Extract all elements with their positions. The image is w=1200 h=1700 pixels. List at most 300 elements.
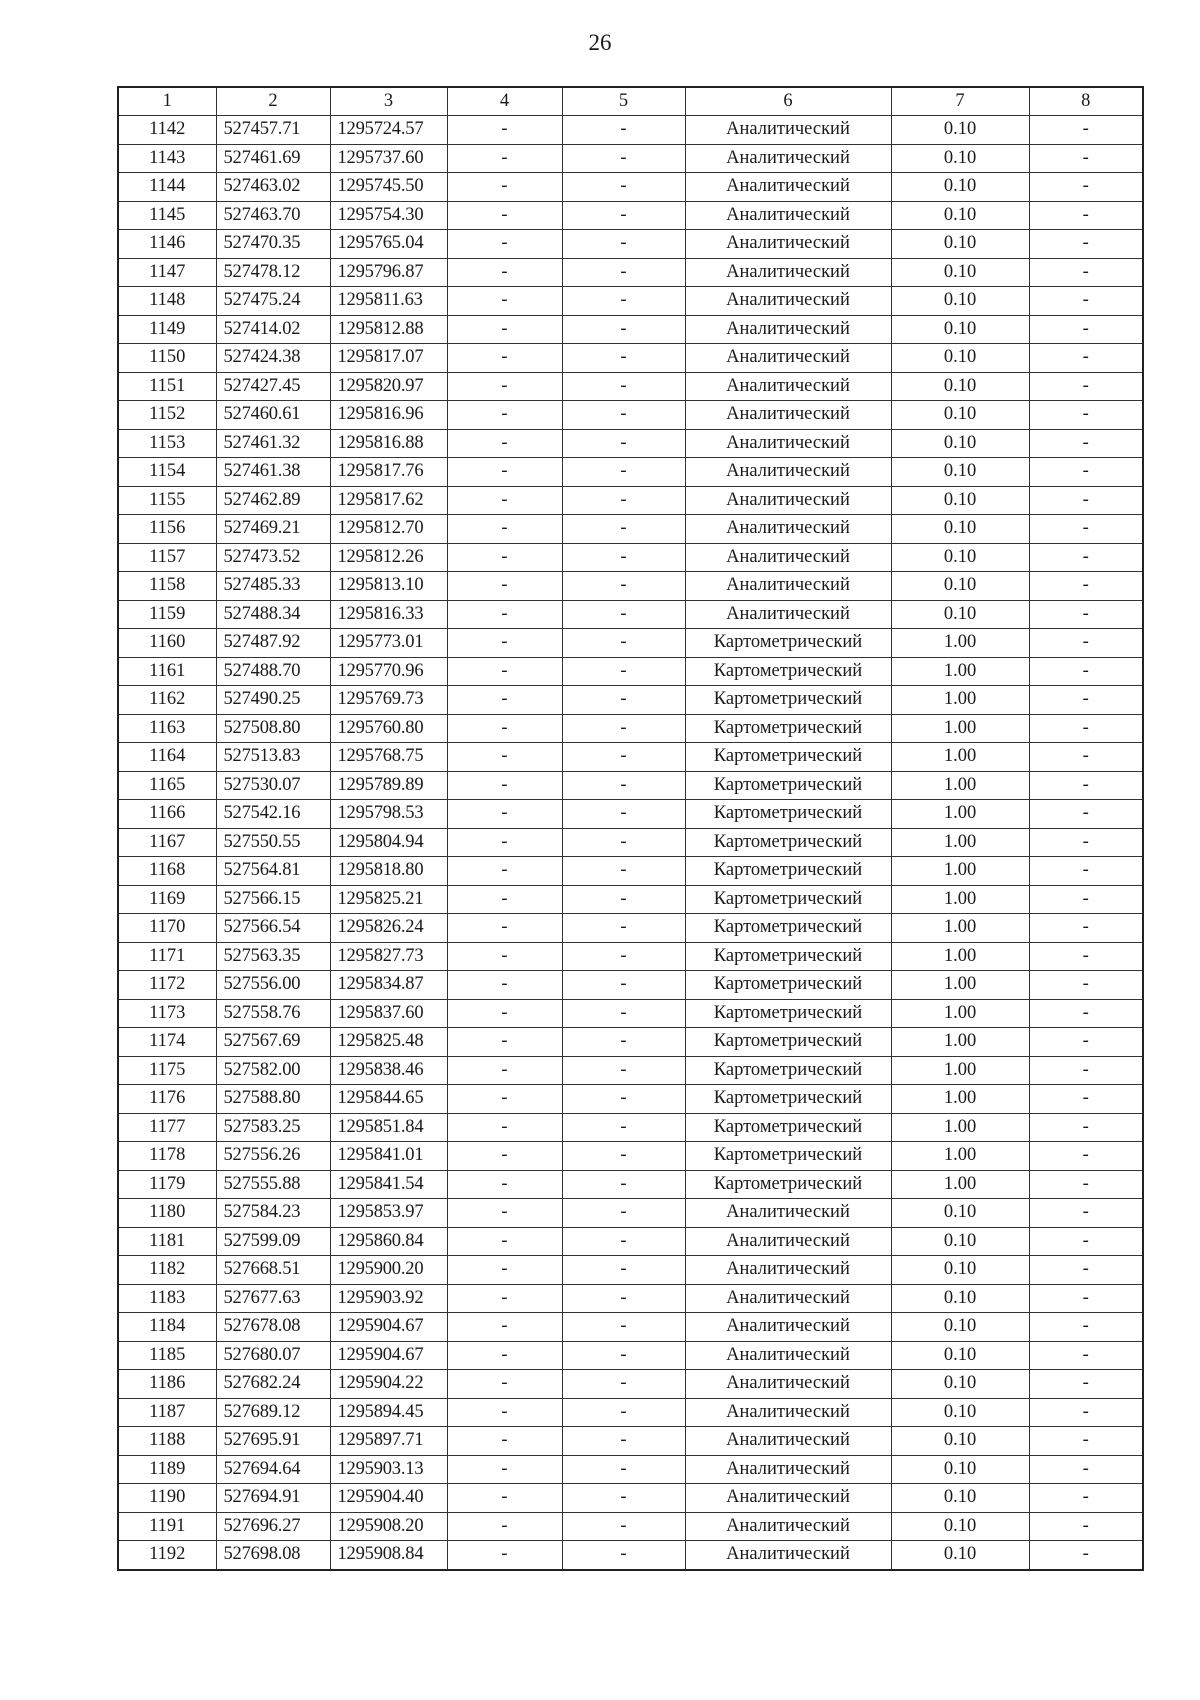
method-cell: Картометрический (685, 999, 891, 1028)
point-number-cell: 1187 (118, 1398, 216, 1427)
column-5-cell: - (562, 743, 685, 772)
column-4-cell: - (447, 144, 562, 173)
table-row (118, 144, 1143, 173)
accuracy-cell: 1.00 (891, 971, 1029, 1000)
x-coordinate-cell: 527475.24 (216, 287, 330, 316)
x-coordinate-cell: 527473.52 (216, 543, 330, 572)
column-4-cell: - (447, 315, 562, 344)
table-row (118, 1484, 1143, 1513)
method-cell: Картометрический (685, 828, 891, 857)
column-4-cell: - (447, 885, 562, 914)
column-5-cell: - (562, 1256, 685, 1285)
accuracy-cell: 0.10 (891, 372, 1029, 401)
y-coordinate-cell: 1295811.63 (330, 287, 447, 316)
y-coordinate-cell: 1295834.87 (330, 971, 447, 1000)
point-number-cell: 1159 (118, 600, 216, 629)
x-coordinate-cell: 527558.76 (216, 999, 330, 1028)
y-coordinate-cell: 1295853.97 (330, 1199, 447, 1228)
column-8-cell: - (1029, 1427, 1143, 1456)
x-coordinate-cell: 527508.80 (216, 714, 330, 743)
table-row (118, 771, 1143, 800)
y-coordinate-cell: 1295789.89 (330, 771, 447, 800)
accuracy-cell: 0.10 (891, 1370, 1029, 1399)
accuracy-cell: 1.00 (891, 1085, 1029, 1114)
column-5-cell: - (562, 1484, 685, 1513)
y-coordinate-cell: 1295817.62 (330, 486, 447, 515)
point-number-cell: 1149 (118, 315, 216, 344)
y-coordinate-cell: 1295837.60 (330, 999, 447, 1028)
column-5-cell: - (562, 1113, 685, 1142)
column-4-cell: - (447, 686, 562, 715)
y-coordinate-cell: 1295773.01 (330, 629, 447, 658)
column-4-cell: - (447, 116, 562, 145)
method-cell: Аналитический (685, 230, 891, 259)
accuracy-cell: 0.10 (891, 1199, 1029, 1228)
method-cell: Аналитический (685, 1484, 891, 1513)
method-cell: Аналитический (685, 372, 891, 401)
column-5-cell: - (562, 885, 685, 914)
column-5-cell: - (562, 942, 685, 971)
column-4-cell: - (447, 1313, 562, 1342)
point-number-cell: 1183 (118, 1284, 216, 1313)
column-5-cell: - (562, 828, 685, 857)
accuracy-cell: 0.10 (891, 600, 1029, 629)
point-number-cell: 1188 (118, 1427, 216, 1456)
x-coordinate-cell: 527490.25 (216, 686, 330, 715)
y-coordinate-cell: 1295838.46 (330, 1056, 447, 1085)
table-row (118, 201, 1143, 230)
method-cell: Картометрический (685, 629, 891, 658)
column-8-cell: - (1029, 429, 1143, 458)
method-cell: Аналитический (685, 173, 891, 202)
column-8-cell: - (1029, 201, 1143, 230)
column-4-cell: - (447, 230, 562, 259)
table-row (118, 629, 1143, 658)
coordinates-table (117, 86, 1144, 1571)
table-row (118, 230, 1143, 259)
point-number-cell: 1154 (118, 458, 216, 487)
method-cell: Аналитический (685, 401, 891, 430)
column-5-cell: - (562, 144, 685, 173)
column-header: 4 (447, 87, 562, 116)
column-8-cell: - (1029, 1484, 1143, 1513)
column-5-cell: - (562, 1284, 685, 1313)
column-5-cell: - (562, 1541, 685, 1570)
table-row (118, 258, 1143, 287)
accuracy-cell: 0.10 (891, 1541, 1029, 1570)
column-8-cell: - (1029, 230, 1143, 259)
column-4-cell: - (447, 857, 562, 886)
point-number-cell: 1147 (118, 258, 216, 287)
table-row (118, 116, 1143, 145)
column-header: 7 (891, 87, 1029, 116)
x-coordinate-cell: 527696.27 (216, 1512, 330, 1541)
column-5-cell: - (562, 629, 685, 658)
method-cell: Аналитический (685, 1541, 891, 1570)
point-number-cell: 1161 (118, 657, 216, 686)
column-5-cell: - (562, 1199, 685, 1228)
accuracy-cell: 1.00 (891, 714, 1029, 743)
point-number-cell: 1160 (118, 629, 216, 658)
y-coordinate-cell: 1295903.92 (330, 1284, 447, 1313)
method-cell: Аналитический (685, 543, 891, 572)
column-5-cell: - (562, 999, 685, 1028)
column-8-cell: - (1029, 914, 1143, 943)
point-number-cell: 1170 (118, 914, 216, 943)
method-cell: Картометрический (685, 857, 891, 886)
column-5-cell: - (562, 1427, 685, 1456)
accuracy-cell: 0.10 (891, 1256, 1029, 1285)
accuracy-cell: 1.00 (891, 1113, 1029, 1142)
y-coordinate-cell: 1295820.97 (330, 372, 447, 401)
column-8-cell: - (1029, 572, 1143, 601)
accuracy-cell: 0.10 (891, 116, 1029, 145)
point-number-cell: 1143 (118, 144, 216, 173)
method-cell: Аналитический (685, 1284, 891, 1313)
x-coordinate-cell: 527550.55 (216, 828, 330, 857)
point-number-cell: 1172 (118, 971, 216, 1000)
x-coordinate-cell: 527530.07 (216, 771, 330, 800)
column-8-cell: - (1029, 1455, 1143, 1484)
table-row (118, 1284, 1143, 1313)
column-4-cell: - (447, 1541, 562, 1570)
point-number-cell: 1181 (118, 1227, 216, 1256)
method-cell: Аналитический (685, 1370, 891, 1399)
x-coordinate-cell: 527695.91 (216, 1427, 330, 1456)
y-coordinate-cell: 1295841.54 (330, 1170, 447, 1199)
table-row (118, 1199, 1143, 1228)
table-row (118, 1541, 1143, 1570)
point-number-cell: 1167 (118, 828, 216, 857)
method-cell: Аналитический (685, 1256, 891, 1285)
column-5-cell: - (562, 771, 685, 800)
x-coordinate-cell: 527564.81 (216, 857, 330, 886)
column-8-cell: - (1029, 1256, 1143, 1285)
column-8-cell: - (1029, 1199, 1143, 1228)
point-number-cell: 1165 (118, 771, 216, 800)
column-5-cell: - (562, 600, 685, 629)
accuracy-cell: 1.00 (891, 885, 1029, 914)
column-8-cell: - (1029, 1227, 1143, 1256)
column-4-cell: - (447, 1512, 562, 1541)
column-8-cell: - (1029, 315, 1143, 344)
table-row (118, 885, 1143, 914)
table-header-row (118, 87, 1143, 116)
column-5-cell: - (562, 1398, 685, 1427)
table-row (118, 1341, 1143, 1370)
table-row (118, 714, 1143, 743)
accuracy-cell: 0.10 (891, 1484, 1029, 1513)
method-cell: Аналитический (685, 116, 891, 145)
x-coordinate-cell: 527668.51 (216, 1256, 330, 1285)
y-coordinate-cell: 1295816.88 (330, 429, 447, 458)
x-coordinate-cell: 527463.70 (216, 201, 330, 230)
column-4-cell: - (447, 743, 562, 772)
column-4-cell: - (447, 1256, 562, 1285)
method-cell: Аналитический (685, 1313, 891, 1342)
column-header: 2 (216, 87, 330, 116)
x-coordinate-cell: 527542.16 (216, 800, 330, 829)
column-8-cell: - (1029, 372, 1143, 401)
x-coordinate-cell: 527478.12 (216, 258, 330, 287)
accuracy-cell: 0.10 (891, 230, 1029, 259)
column-5-cell: - (562, 458, 685, 487)
point-number-cell: 1169 (118, 885, 216, 914)
accuracy-cell: 1.00 (891, 657, 1029, 686)
y-coordinate-cell: 1295825.48 (330, 1028, 447, 1057)
y-coordinate-cell: 1295798.53 (330, 800, 447, 829)
table-row (118, 1028, 1143, 1057)
y-coordinate-cell: 1295796.87 (330, 258, 447, 287)
column-header: 1 (118, 87, 216, 116)
accuracy-cell: 1.00 (891, 1170, 1029, 1199)
column-4-cell: - (447, 1370, 562, 1399)
table-row (118, 572, 1143, 601)
point-number-cell: 1186 (118, 1370, 216, 1399)
point-number-cell: 1164 (118, 743, 216, 772)
point-number-cell: 1157 (118, 543, 216, 572)
method-cell: Аналитический (685, 144, 891, 173)
table-row (118, 857, 1143, 886)
table-row (118, 458, 1143, 487)
accuracy-cell: 0.10 (891, 1341, 1029, 1370)
method-cell: Аналитический (685, 1227, 891, 1256)
y-coordinate-cell: 1295894.45 (330, 1398, 447, 1427)
column-4-cell: - (447, 458, 562, 487)
column-4-cell: - (447, 572, 562, 601)
accuracy-cell: 0.10 (891, 1398, 1029, 1427)
method-cell: Картометрический (685, 800, 891, 829)
point-number-cell: 1144 (118, 173, 216, 202)
point-number-cell: 1177 (118, 1113, 216, 1142)
column-4-cell: - (447, 486, 562, 515)
y-coordinate-cell: 1295760.80 (330, 714, 447, 743)
y-coordinate-cell: 1295908.84 (330, 1541, 447, 1570)
column-5-cell: - (562, 1455, 685, 1484)
method-cell: Аналитический (685, 572, 891, 601)
column-5-cell: - (562, 315, 685, 344)
table-row (118, 914, 1143, 943)
column-5-cell: - (562, 173, 685, 202)
column-8-cell: - (1029, 743, 1143, 772)
column-5-cell: - (562, 258, 685, 287)
x-coordinate-cell: 527698.08 (216, 1541, 330, 1570)
accuracy-cell: 0.10 (891, 287, 1029, 316)
column-8-cell: - (1029, 999, 1143, 1028)
method-cell: Аналитический (685, 1455, 891, 1484)
method-cell: Аналитический (685, 1341, 891, 1370)
point-number-cell: 1151 (118, 372, 216, 401)
column-4-cell: - (447, 1085, 562, 1114)
x-coordinate-cell: 527694.91 (216, 1484, 330, 1513)
x-coordinate-cell: 527461.38 (216, 458, 330, 487)
column-4-cell: - (447, 1227, 562, 1256)
point-number-cell: 1192 (118, 1541, 216, 1570)
column-4-cell: - (447, 287, 562, 316)
column-4-cell: - (447, 201, 562, 230)
y-coordinate-cell: 1295812.26 (330, 543, 447, 572)
accuracy-cell: 0.10 (891, 543, 1029, 572)
accuracy-cell: 1.00 (891, 1142, 1029, 1171)
column-5-cell: - (562, 686, 685, 715)
column-4-cell: - (447, 1455, 562, 1484)
table-row (118, 1455, 1143, 1484)
table-row (118, 1056, 1143, 1085)
column-8-cell: - (1029, 686, 1143, 715)
y-coordinate-cell: 1295737.60 (330, 144, 447, 173)
x-coordinate-cell: 527469.21 (216, 515, 330, 544)
column-4-cell: - (447, 344, 562, 373)
column-4-cell: - (447, 1341, 562, 1370)
accuracy-cell: 1.00 (891, 942, 1029, 971)
x-coordinate-cell: 527588.80 (216, 1085, 330, 1114)
y-coordinate-cell: 1295812.88 (330, 315, 447, 344)
column-8-cell: - (1029, 173, 1143, 202)
column-4-cell: - (447, 1170, 562, 1199)
column-8-cell: - (1029, 1370, 1143, 1399)
column-5-cell: - (562, 1056, 685, 1085)
accuracy-cell: 0.10 (891, 344, 1029, 373)
y-coordinate-cell: 1295816.33 (330, 600, 447, 629)
y-coordinate-cell: 1295860.84 (330, 1227, 447, 1256)
table-row (118, 315, 1143, 344)
column-4-cell: - (447, 1484, 562, 1513)
accuracy-cell: 0.10 (891, 1512, 1029, 1541)
method-cell: Картометрический (685, 1028, 891, 1057)
method-cell: Аналитический (685, 458, 891, 487)
table-row (118, 429, 1143, 458)
column-5-cell: - (562, 401, 685, 430)
table-row (118, 800, 1143, 829)
point-number-cell: 1178 (118, 1142, 216, 1171)
column-4-cell: - (447, 828, 562, 857)
y-coordinate-cell: 1295844.65 (330, 1085, 447, 1114)
y-coordinate-cell: 1295903.13 (330, 1455, 447, 1484)
x-coordinate-cell: 527488.34 (216, 600, 330, 629)
y-coordinate-cell: 1295812.70 (330, 515, 447, 544)
x-coordinate-cell: 527470.35 (216, 230, 330, 259)
column-5-cell: - (562, 914, 685, 943)
accuracy-cell: 1.00 (891, 1028, 1029, 1057)
column-5-cell: - (562, 486, 685, 515)
accuracy-cell: 0.10 (891, 173, 1029, 202)
point-number-cell: 1175 (118, 1056, 216, 1085)
table-row (118, 942, 1143, 971)
point-number-cell: 1145 (118, 201, 216, 230)
column-5-cell: - (562, 1370, 685, 1399)
method-cell: Картометрический (685, 1113, 891, 1142)
column-5-cell: - (562, 657, 685, 686)
point-number-cell: 1148 (118, 287, 216, 316)
x-coordinate-cell: 527463.02 (216, 173, 330, 202)
column-5-cell: - (562, 1085, 685, 1114)
accuracy-cell: 0.10 (891, 515, 1029, 544)
column-4-cell: - (447, 771, 562, 800)
x-coordinate-cell: 527567.69 (216, 1028, 330, 1057)
table-row (118, 401, 1143, 430)
column-4-cell: - (447, 1113, 562, 1142)
table-row (118, 1256, 1143, 1285)
point-number-cell: 1189 (118, 1455, 216, 1484)
column-4-cell: - (447, 942, 562, 971)
column-4-cell: - (447, 1056, 562, 1085)
table-row (118, 543, 1143, 572)
table-body (118, 116, 1143, 1570)
column-5-cell: - (562, 515, 685, 544)
table-row (118, 1227, 1143, 1256)
point-number-cell: 1190 (118, 1484, 216, 1513)
y-coordinate-cell: 1295769.73 (330, 686, 447, 715)
page-number: 26 (588, 30, 612, 55)
column-8-cell: - (1029, 1541, 1143, 1570)
column-5-cell: - (562, 1028, 685, 1057)
column-5-cell: - (562, 857, 685, 886)
x-coordinate-cell: 527682.24 (216, 1370, 330, 1399)
x-coordinate-cell: 527694.64 (216, 1455, 330, 1484)
y-coordinate-cell: 1295841.01 (330, 1142, 447, 1171)
x-coordinate-cell: 527462.89 (216, 486, 330, 515)
y-coordinate-cell: 1295897.71 (330, 1427, 447, 1456)
column-5-cell: - (562, 372, 685, 401)
table-row (118, 686, 1143, 715)
y-coordinate-cell: 1295754.30 (330, 201, 447, 230)
method-cell: Аналитический (685, 429, 891, 458)
accuracy-cell: 0.10 (891, 144, 1029, 173)
column-8-cell: - (1029, 657, 1143, 686)
column-4-cell: - (447, 629, 562, 658)
x-coordinate-cell: 527485.33 (216, 572, 330, 601)
column-8-cell: - (1029, 1170, 1143, 1199)
point-number-cell: 1158 (118, 572, 216, 601)
method-cell: Картометрический (685, 714, 891, 743)
method-cell: Картометрический (685, 1085, 891, 1114)
method-cell: Картометрический (685, 686, 891, 715)
column-5-cell: - (562, 1142, 685, 1171)
column-header: 5 (562, 87, 685, 116)
method-cell: Картометрический (685, 885, 891, 914)
table-row (118, 1313, 1143, 1342)
column-5-cell: - (562, 1170, 685, 1199)
table-row (118, 743, 1143, 772)
column-4-cell: - (447, 600, 562, 629)
x-coordinate-cell: 527582.00 (216, 1056, 330, 1085)
column-8-cell: - (1029, 401, 1143, 430)
column-4-cell: - (447, 429, 562, 458)
accuracy-cell: 0.10 (891, 1427, 1029, 1456)
x-coordinate-cell: 527513.83 (216, 743, 330, 772)
point-number-cell: 1153 (118, 429, 216, 458)
x-coordinate-cell: 527556.26 (216, 1142, 330, 1171)
table-row (118, 971, 1143, 1000)
x-coordinate-cell: 527566.15 (216, 885, 330, 914)
x-coordinate-cell: 527461.69 (216, 144, 330, 173)
table-row (118, 828, 1143, 857)
column-4-cell: - (447, 401, 562, 430)
column-4-cell: - (447, 914, 562, 943)
accuracy-cell: 1.00 (891, 1056, 1029, 1085)
accuracy-cell: 1.00 (891, 828, 1029, 857)
point-number-cell: 1146 (118, 230, 216, 259)
accuracy-cell: 0.10 (891, 258, 1029, 287)
accuracy-cell: 0.10 (891, 1455, 1029, 1484)
point-number-cell: 1155 (118, 486, 216, 515)
table-row (118, 1370, 1143, 1399)
method-cell: Аналитический (685, 258, 891, 287)
table-row (118, 344, 1143, 373)
column-4-cell: - (447, 1199, 562, 1228)
table-row (118, 486, 1143, 515)
column-5-cell: - (562, 1341, 685, 1370)
